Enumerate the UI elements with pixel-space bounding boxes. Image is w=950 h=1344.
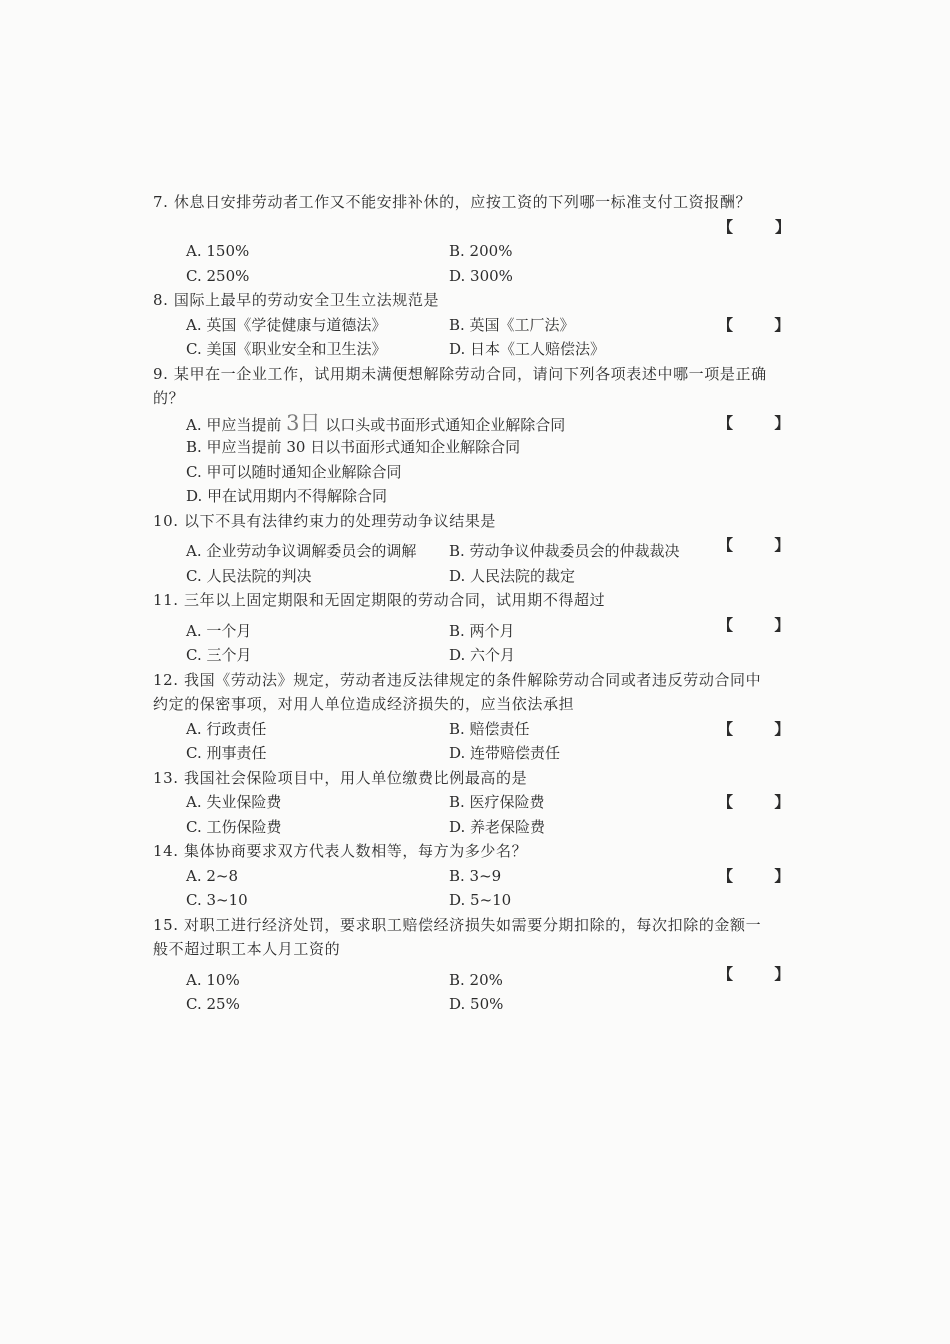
question-15-text-cont: 般不超过职工本人月工资的 【 】 — [153, 937, 798, 962]
option-row — [153, 411, 798, 436]
question-list — [153, 190, 798, 1017]
option-a: A. 英国《学徒健康与道德法》 — [186, 315, 387, 334]
option-row — [153, 717, 798, 742]
answer-bracket: 【 】 — [718, 793, 790, 811]
option-row — [153, 992, 798, 1017]
option-row — [153, 239, 798, 264]
option-b: B. 3~9 — [449, 866, 502, 885]
answer-bracket: 【 】 — [718, 536, 790, 554]
option-d: D. 养老保险费 — [449, 817, 546, 836]
answer-bracket: 【 】 — [718, 866, 790, 885]
option-a: A. 企业劳动争议调解委员会的调解 — [186, 542, 417, 560]
answer-bracket: 【 】 — [718, 413, 790, 432]
option-d: D. 六个月 — [449, 646, 516, 664]
option-c: C. 美国《职业安全和卫生法》 — [186, 340, 387, 358]
option-b: B. 20% — [449, 970, 503, 989]
question-12-text: 12. 我国《劳动法》规定，劳动者违反法律规定的条件解除劳动合同或者违反劳动合同中 — [153, 670, 762, 689]
option-d: D. 300% — [449, 266, 513, 285]
option-c: C. 250% — [186, 266, 250, 285]
option-a: A. 甲应当提前 3日 以口头或书面形式通知企业解除合同 — [186, 410, 566, 435]
answer-bracket: 【 】 — [718, 719, 790, 738]
option-row — [153, 264, 798, 289]
option-row — [153, 313, 798, 338]
question-14-text: 14. 集体协商要求双方代表人数相等，每方为多少名？ 【 】 — [153, 839, 798, 864]
question-9-text: 9. 某甲在一企业工作，试用期未满便想解除劳动合同，请问下列各项表述中哪一项是正确 — [153, 364, 767, 383]
option-a-handwritten-days: 3日 — [286, 410, 321, 435]
option-b: B. 医疗保险费 — [449, 793, 545, 811]
option-a: A. 150% — [186, 242, 250, 260]
option-b: B. 劳动争议仲裁委员会的仲裁裁决 — [449, 542, 680, 560]
option-row — [153, 619, 798, 644]
option-row — [153, 888, 798, 913]
option-c: C. 人民法院的判决 — [186, 566, 312, 585]
option-a: A. 10% — [186, 970, 240, 989]
option-row — [153, 815, 798, 840]
option-row — [153, 539, 798, 564]
option-c: C. 甲可以随时通知企业解除合同 — [186, 462, 402, 481]
option-row — [153, 484, 798, 509]
option-c: C. 工伤保险费 — [186, 817, 282, 836]
option-c: C. 3~10 — [186, 891, 248, 909]
option-d: D. 人民法院的裁定 — [449, 566, 576, 585]
option-row — [153, 968, 798, 993]
answer-bracket: 【 】 — [718, 964, 790, 983]
option-b: B. 200% — [449, 242, 513, 260]
question-9-text-cont: 的？ 【 】 — [153, 386, 798, 411]
option-d: D. 日本《工人赔偿法》 — [449, 340, 606, 358]
option-row — [153, 790, 798, 815]
option-a: A. 行政责任 — [186, 719, 267, 738]
question-10-text: 10. 以下不具有法律约束力的处理劳动争议结果是 【 】 — [153, 509, 798, 534]
option-d: D. 5~10 — [449, 891, 512, 909]
option-d: D. 50% — [449, 995, 504, 1013]
option-row — [153, 864, 798, 889]
option-row — [153, 643, 798, 668]
option-d: D. 连带赔偿责任 — [449, 744, 561, 762]
option-b: B. 英国《工厂法》 — [449, 315, 575, 334]
option-a: A. 一个月 — [186, 621, 252, 640]
option-row — [153, 460, 798, 485]
option-row — [153, 564, 798, 589]
option-b: B. 赔偿责任 — [449, 719, 530, 738]
option-c: C. 刑事责任 — [186, 744, 267, 762]
option-b: B. 甲应当提前 30 日以书面形式通知企业解除合同 — [186, 438, 521, 456]
option-row — [153, 337, 798, 362]
answer-bracket: 【 】 — [718, 217, 790, 236]
question-11-text: 11. 三年以上固定期限和无固定期限的劳动合同，试用期不得超过 【 】 — [153, 588, 798, 613]
option-row — [153, 741, 798, 766]
option-d: D. 甲在试用期内不得解除合同 — [186, 487, 388, 505]
question-13-text: 13. 我国社会保险项目中，用人单位缴费比例最高的是 【 】 — [153, 766, 798, 791]
option-a: A. 2~8 — [186, 866, 239, 885]
question-15-text: 15. 对职工进行经济处罚，要求职工赔偿经济损失如需要分期扣除的，每次扣除的金额一 — [153, 915, 762, 934]
question-7-text: 7. 休息日安排劳动者工作又不能安排补休的，应按工资的下列哪一标准支付工资报酬？ — [153, 193, 752, 211]
question-12-text-cont: 约定的保密事项，对用人单位造成经济损失的，应当依法承担 【 】 — [153, 692, 798, 717]
option-a: A. 失业保险费 — [186, 793, 282, 811]
answer-bracket: 【 】 — [718, 315, 790, 334]
question-8-text: 8. 国际上最早的劳动安全卫生立法规范是 【 】 — [153, 288, 798, 313]
option-row — [153, 435, 798, 460]
answer-bracket-row — [153, 215, 798, 240]
answer-bracket: 【 】 — [718, 615, 790, 634]
option-c: C. 三个月 — [186, 646, 252, 664]
option-c: C. 25% — [186, 995, 240, 1013]
option-b: B. 两个月 — [449, 621, 515, 640]
